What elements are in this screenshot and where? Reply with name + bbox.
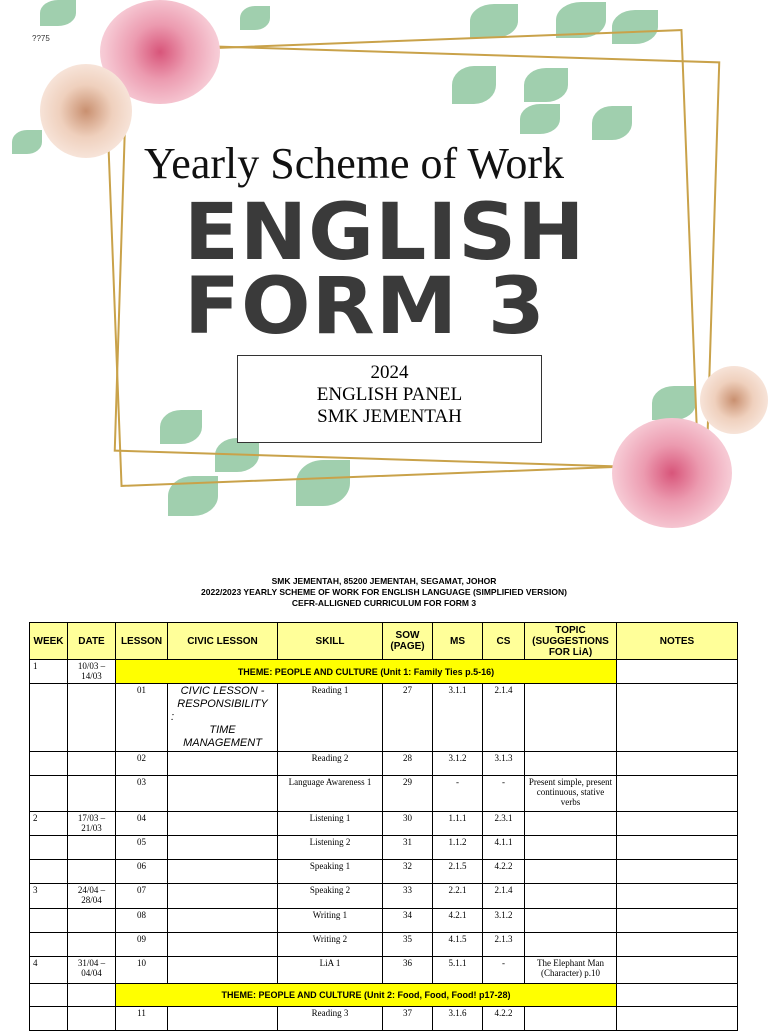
cell-sow: 32 <box>383 860 433 884</box>
cell-cs: 2.1.4 <box>483 684 525 752</box>
cell-date: 10/03 – 14/03 <box>68 660 116 684</box>
cell-cs: 3.1.2 <box>483 909 525 933</box>
cell-notes <box>617 984 738 1007</box>
cell-cs: 2.3.1 <box>483 812 525 836</box>
cell-week <box>30 860 68 884</box>
cell-civic-lesson <box>168 933 278 957</box>
info-box <box>237 355 542 443</box>
cell-date <box>68 752 116 776</box>
cell-cs: 4.1.1 <box>483 836 525 860</box>
cell-topic <box>525 860 617 884</box>
cell-cs: 4.2.2 <box>483 860 525 884</box>
header-line-2: 2022/2023 YEARLY SCHEME OF WORK FOR ENGLISH LANGUAGE (SIMPLIFIED VERSION) <box>201 587 567 597</box>
cell-sow: 31 <box>383 836 433 860</box>
cell-ms: 2.1.5 <box>433 860 483 884</box>
rose-flower <box>700 366 768 434</box>
cell-sow: 37 <box>383 1007 433 1031</box>
cell-topic: Present simple, present continuous, stative verbs <box>525 776 617 812</box>
cell-skill: Reading 1 <box>278 684 383 752</box>
cell-topic <box>525 812 617 836</box>
cell-civic-lesson <box>168 776 278 812</box>
cell-notes <box>617 836 738 860</box>
cell-week <box>30 684 68 752</box>
table-row <box>30 752 738 776</box>
col-ms: MS <box>433 623 483 660</box>
col-cs: CS <box>483 623 525 660</box>
subject-title-line1: ENGLISH <box>184 188 586 278</box>
cell-date <box>68 684 116 752</box>
cell-skill: LiA 1 <box>278 957 383 984</box>
table-row <box>30 909 738 933</box>
cell-cs: 4.2.2 <box>483 1007 525 1031</box>
col-date: DATE <box>68 623 116 660</box>
civic-text: CIVIC LESSON - <box>180 685 265 697</box>
col-sow-page: SOW (PAGE) <box>383 623 433 660</box>
col-skill: SKILL <box>278 623 383 660</box>
col-lesson: LESSON <box>116 623 168 660</box>
col-week: WEEK <box>30 623 68 660</box>
cell-skill: Writing 1 <box>278 909 383 933</box>
cell-notes <box>617 1007 738 1031</box>
cell-ms: 4.2.1 <box>433 909 483 933</box>
cell-skill: Speaking 2 <box>278 884 383 909</box>
cell-cs: - <box>483 776 525 812</box>
col-civic-lesson: CIVIC LESSON <box>168 623 278 660</box>
cell-civic-lesson <box>168 860 278 884</box>
table-row <box>30 836 738 860</box>
cell-date <box>68 909 116 933</box>
table-row <box>30 684 738 752</box>
cell-civic-lesson <box>168 752 278 776</box>
cell-lesson: 01 <box>116 684 168 752</box>
cell-notes <box>617 884 738 909</box>
cell-notes <box>617 933 738 957</box>
cell-cs: 3.1.3 <box>483 752 525 776</box>
cell-sow: 33 <box>383 884 433 909</box>
cell-week: 2 <box>30 812 68 836</box>
cell-date <box>68 1007 116 1031</box>
cell-ms: 3.1.6 <box>433 1007 483 1031</box>
cell-topic: The Elephant Man (Character) p.10 <box>525 957 617 984</box>
cell-lesson: 09 <box>116 933 168 957</box>
cell-week <box>30 1007 68 1031</box>
cell-lesson: 10 <box>116 957 168 984</box>
cell-skill: Writing 2 <box>278 933 383 957</box>
cell-cs: - <box>483 957 525 984</box>
table-row <box>30 957 738 984</box>
leaf-decoration <box>470 4 518 38</box>
cell-date <box>68 984 116 1007</box>
cell-week: 3 <box>30 884 68 909</box>
cell-ms: 5.1.1 <box>433 957 483 984</box>
cell-week <box>30 909 68 933</box>
cell-notes <box>617 957 738 984</box>
cell-week <box>30 836 68 860</box>
cell-ms: 2.2.1 <box>433 884 483 909</box>
cell-date: 31/04 – 04/04 <box>68 957 116 984</box>
cell-lesson: 07 <box>116 884 168 909</box>
cell-week <box>30 933 68 957</box>
cell-date <box>68 933 116 957</box>
header-line-3: CEFR-ALLIGNED CURRICULUM FOR FORM 3 <box>291 598 477 608</box>
cell-topic <box>525 933 617 957</box>
cell-cs: 2.1.4 <box>483 884 525 909</box>
table-row <box>30 860 738 884</box>
cell-sow: 35 <box>383 933 433 957</box>
cell-notes <box>617 860 738 884</box>
cell-notes <box>617 660 738 684</box>
cell-sow: 36 <box>383 957 433 984</box>
cell-ms: 4.1.5 <box>433 933 483 957</box>
cell-civic-lesson <box>168 884 278 909</box>
cell-lesson: 06 <box>116 860 168 884</box>
cell-lesson: 04 <box>116 812 168 836</box>
cell-skill: Reading 3 <box>278 1007 383 1031</box>
cell-sow: 28 <box>383 752 433 776</box>
cell-lesson: 05 <box>116 836 168 860</box>
cell-date: 24/04 – 28/04 <box>68 884 116 909</box>
cell-civic-lesson <box>168 1007 278 1031</box>
cell-topic <box>525 836 617 860</box>
cell-skill: Language Awareness 1 <box>278 776 383 812</box>
header-line-1: SMK JEMENTAH, 85200 JEMENTAH, SEGAMAT, JOHOR <box>271 576 497 586</box>
civic-text: TIME <box>209 724 236 736</box>
cell-sow: 27 <box>383 684 433 752</box>
cell-ms: 1.1.1 <box>433 812 483 836</box>
rose-flower <box>612 418 732 528</box>
theme-row-cell: THEME: PEOPLE AND CULTURE (Unit 2: Food, Food, Food! p17-28) <box>116 984 617 1007</box>
cell-date <box>68 860 116 884</box>
cell-week: 1 <box>30 660 68 684</box>
cell-sow: 29 <box>383 776 433 812</box>
cell-sow: 30 <box>383 812 433 836</box>
cell-civic-lesson <box>168 909 278 933</box>
cell-ms: 1.1.2 <box>433 836 483 860</box>
cell-ms: - <box>433 776 483 812</box>
cell-week <box>30 984 68 1007</box>
table-header-row <box>30 623 738 660</box>
cell-notes <box>617 909 738 933</box>
table-row <box>30 984 738 1007</box>
cell-civic-lesson <box>168 684 278 752</box>
cell-week: 4 <box>30 957 68 984</box>
cell-date: 17/03 – 21/03 <box>68 812 116 836</box>
cell-civic-lesson <box>168 812 278 836</box>
panel-label: ENGLISH PANEL <box>316 384 463 405</box>
cover-title: Yearly Scheme of Work <box>143 139 565 188</box>
col-notes: NOTES <box>617 623 738 660</box>
col-topic: TOPIC (SUGGESTIONS FOR LiA) <box>525 623 617 660</box>
cell-topic <box>525 884 617 909</box>
cell-topic <box>525 684 617 752</box>
civic-text: RESPONSIBILITY <box>177 698 268 710</box>
cell-date <box>68 776 116 812</box>
cell-notes <box>617 752 738 776</box>
cell-notes <box>617 776 738 812</box>
corner-text: ??75 <box>32 34 50 43</box>
cell-lesson: 11 <box>116 1007 168 1031</box>
cell-lesson: 02 <box>116 752 168 776</box>
table-row <box>30 1007 738 1031</box>
cell-lesson: 08 <box>116 909 168 933</box>
school-label: SMK JEMENTAH <box>317 406 462 427</box>
cell-week <box>30 752 68 776</box>
cell-skill: Speaking 1 <box>278 860 383 884</box>
leaf-decoration <box>240 6 270 30</box>
cell-ms: 3.1.2 <box>433 752 483 776</box>
cell-date <box>68 836 116 860</box>
cell-sow: 34 <box>383 909 433 933</box>
civic-text: MANAGEMENT <box>183 737 262 749</box>
table-row <box>30 776 738 812</box>
table-row <box>30 884 738 909</box>
leaf-decoration <box>40 0 76 26</box>
theme-row-cell: THEME: PEOPLE AND CULTURE (Unit 1: Family Ties p.5-16) <box>116 660 617 684</box>
scheme-of-work-table <box>29 622 738 1031</box>
cell-skill: Listening 1 <box>278 812 383 836</box>
cell-topic <box>525 752 617 776</box>
year-label: 2024 <box>370 362 409 383</box>
document-header <box>0 576 768 609</box>
table-row <box>30 812 738 836</box>
cell-topic <box>525 1007 617 1031</box>
cell-lesson: 03 <box>116 776 168 812</box>
cell-notes <box>617 812 738 836</box>
cell-civic-lesson <box>168 836 278 860</box>
cell-ms: 3.1.1 <box>433 684 483 752</box>
cell-week <box>30 776 68 812</box>
table-row <box>30 933 738 957</box>
cell-topic <box>525 909 617 933</box>
subject-title-line2: FORM 3 <box>184 262 546 352</box>
cell-civic-lesson <box>168 957 278 984</box>
cell-cs: 2.1.3 <box>483 933 525 957</box>
cell-skill: Listening 2 <box>278 836 383 860</box>
cell-notes <box>617 684 738 752</box>
civic-text: : <box>171 711 175 723</box>
table-row <box>30 660 738 684</box>
cell-skill: Reading 2 <box>278 752 383 776</box>
